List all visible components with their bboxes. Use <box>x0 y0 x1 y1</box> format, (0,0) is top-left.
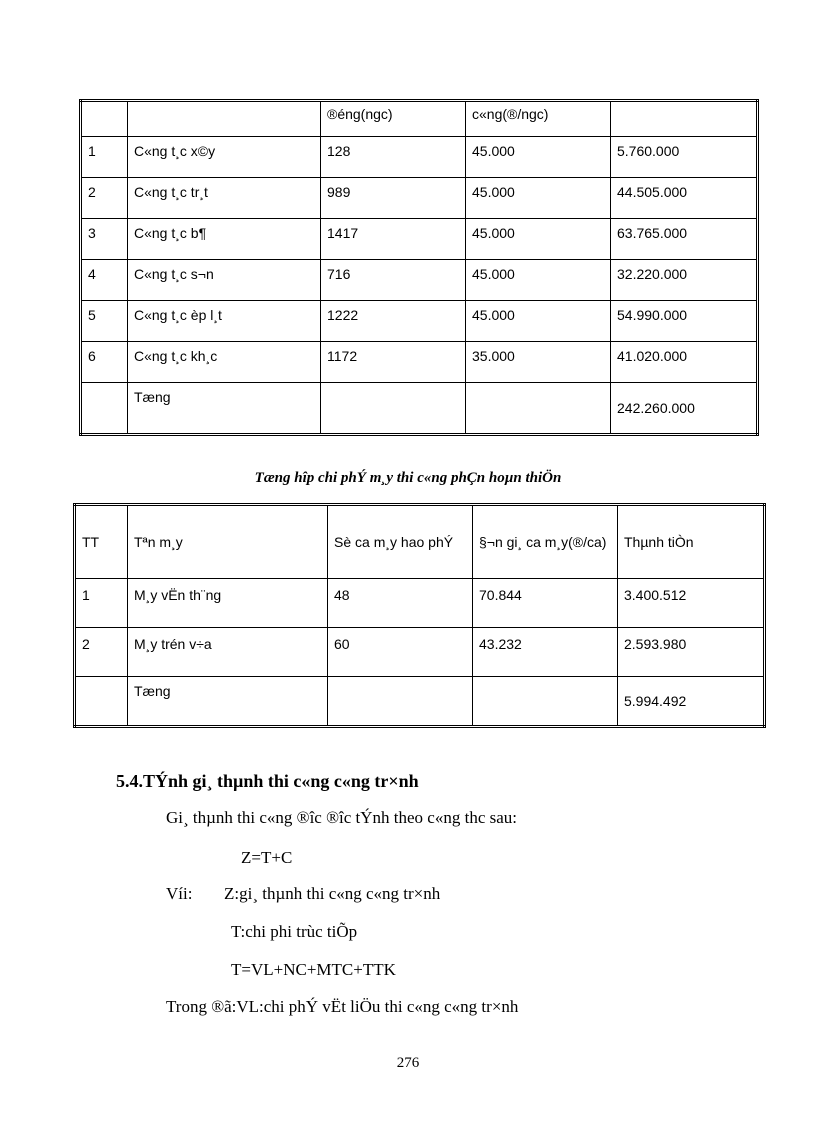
table-cell: 60 <box>328 628 473 677</box>
table-row <box>75 628 765 677</box>
table-cell: 48 <box>328 579 473 628</box>
table-cell <box>81 101 128 137</box>
table-cell: §¬n gi¸ ca m¸y(®/ca) <box>473 505 618 579</box>
table-cell: M¸y trén v÷a <box>128 628 328 677</box>
table-cell <box>466 383 611 435</box>
table-cell <box>473 677 618 727</box>
table-cell: ®éng(ngc) <box>321 101 466 137</box>
table-cell: 2 <box>81 178 128 219</box>
table-cell: Tæng <box>128 677 328 727</box>
table-cell <box>321 383 466 435</box>
table-cell: Thµnh tiÒn <box>618 505 765 579</box>
formula-line: Z=T+C <box>241 848 293 867</box>
table-cell: 32.220.000 <box>611 260 758 301</box>
machine-cost-table <box>73 503 766 728</box>
table-cell: 45.000 <box>466 137 611 178</box>
body-line: Z:gi¸ thµnh thi c«ng c«ng tr×nh <box>224 884 441 903</box>
table-cell: C«ng t¸c tr¸t <box>128 178 321 219</box>
table-cell: 45.000 <box>466 219 611 260</box>
body-line: Trong ®ã:VL:chi phÝ vËt liÖu thi c«ng c«ng tr×nh <box>166 997 519 1016</box>
table-cell: C«ng t¸c s¬n <box>128 260 321 301</box>
table-row <box>81 178 758 219</box>
table-cell: 5.994.492 <box>618 677 765 727</box>
table-cell: 35.000 <box>466 342 611 383</box>
table-row <box>81 342 758 383</box>
table-cell: C«ng t¸c èp l¸t <box>128 301 321 342</box>
table-cell: 4 <box>81 260 128 301</box>
table-row <box>81 137 758 178</box>
table-cell: 5.760.000 <box>611 137 758 178</box>
table-cell: TT <box>75 505 128 579</box>
table-cell: 2 <box>75 628 128 677</box>
table-cell: C«ng t¸c x©y <box>128 137 321 178</box>
table-cell: 41.020.000 <box>611 342 758 383</box>
section-heading: 5.4.TÝnh gi¸ thµnh thi c«ng c«ng tr×nh <box>116 771 419 791</box>
table-cell: 45.000 <box>466 260 611 301</box>
table-row <box>81 260 758 301</box>
table-header-row <box>81 101 758 137</box>
table-cell: 6 <box>81 342 128 383</box>
formula-line: T=VL+NC+MTC+TTK <box>231 960 396 979</box>
table-cell: 1417 <box>321 219 466 260</box>
table-total-row <box>81 383 758 435</box>
table-cell: M¸y vËn th¨ng <box>128 579 328 628</box>
table-cell: Sè ca m¸y hao phÝ <box>328 505 473 579</box>
body-line: T:chi phi trùc tiÕp <box>231 922 358 941</box>
table-caption: Tæng hîp chi phÝ m¸y thi c«ng phÇn hoµn thiÖn <box>254 470 562 486</box>
table-cell: 989 <box>321 178 466 219</box>
table-cell: 716 <box>321 260 466 301</box>
table-cell: 70.844 <box>473 579 618 628</box>
table-cell: 45.000 <box>466 301 611 342</box>
table-cell: C«ng t¸c b¶ <box>128 219 321 260</box>
table-cell: 128 <box>321 137 466 178</box>
table-cell: 54.990.000 <box>611 301 758 342</box>
table-cell <box>75 677 128 727</box>
table-header-row <box>75 505 765 579</box>
table-cell: c«ng(®/ngc) <box>466 101 611 137</box>
table-cell: 3 <box>81 219 128 260</box>
table-cell: 1172 <box>321 342 466 383</box>
table-cell: 1222 <box>321 301 466 342</box>
table-cell: 63.765.000 <box>611 219 758 260</box>
table-cell <box>81 383 128 435</box>
body-line-label: Víi: <box>166 884 193 903</box>
table-cell: 3.400.512 <box>618 579 765 628</box>
table-cell: C«ng t¸c kh¸c <box>128 342 321 383</box>
table-cell <box>611 101 758 137</box>
page-number: 276 <box>396 1055 420 1071</box>
table-cell: Tªn m¸y <box>128 505 328 579</box>
table-row <box>81 219 758 260</box>
labor-cost-table <box>79 99 759 436</box>
table-cell <box>128 101 321 137</box>
table-cell: 5 <box>81 301 128 342</box>
table-cell <box>328 677 473 727</box>
table-cell: 1 <box>75 579 128 628</box>
table-cell: 1 <box>81 137 128 178</box>
table-cell: 2.593.980 <box>618 628 765 677</box>
table-row <box>81 301 758 342</box>
table-cell: 43.232 <box>473 628 618 677</box>
table-cell: Tæng <box>128 383 321 435</box>
table-row <box>75 579 765 628</box>
table-total-row <box>75 677 765 727</box>
body-line: Gi¸ thµnh thi c«ng ®îc ®îc tÝnh theo c«ng thc sau: <box>166 808 518 827</box>
table-cell: 44.505.000 <box>611 178 758 219</box>
table-cell: 242.260.000 <box>611 383 758 435</box>
table-cell: 45.000 <box>466 178 611 219</box>
